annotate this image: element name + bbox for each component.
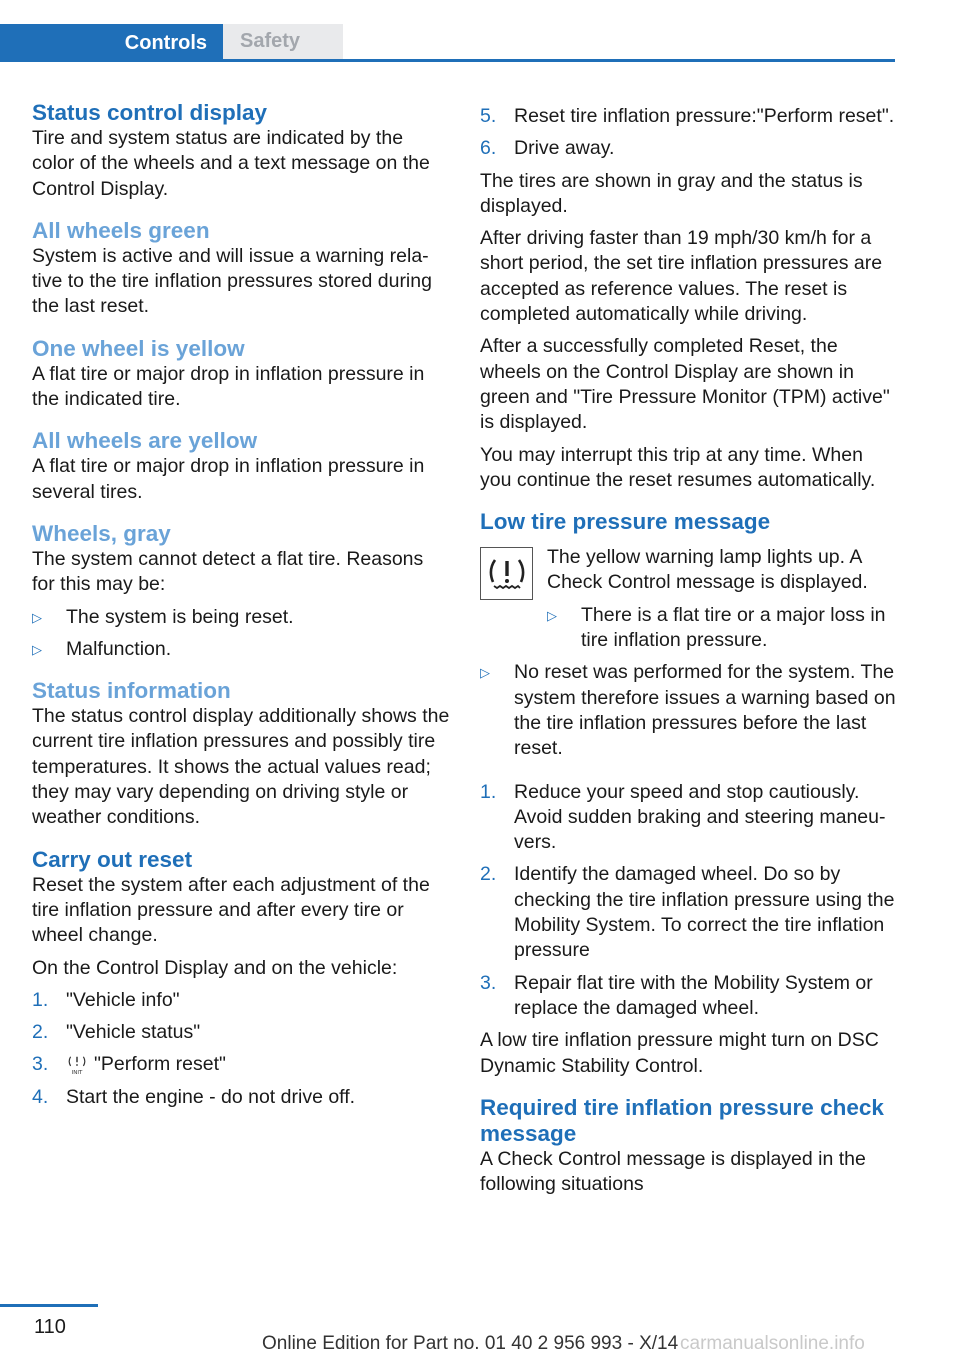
step-number: 2. [32, 1021, 49, 1044]
paragraph: The system cannot detect a flat tire. Reasons for this may be: [32, 547, 424, 596]
footer-rule [0, 1304, 98, 1307]
heading-status-control-display: Status control display [32, 100, 268, 125]
list-item [32, 637, 450, 662]
step-number: 1. [480, 780, 497, 803]
heading-all-wheels-green: All wheels green [32, 217, 210, 243]
right-column [480, 100, 898, 1197]
step-item [32, 1020, 450, 1045]
step-number: 4. [32, 1085, 49, 1108]
paragraph: A flat tire or major drop in inflation pressure in the indicated tire. [32, 362, 425, 411]
triangle-right-icon: ▷ [547, 607, 557, 623]
list-item-text: There is a flat tire or a major loss in tire inflation pressure. [581, 603, 886, 652]
step-number: 1. [32, 988, 49, 1011]
tire-init-icon [66, 1054, 88, 1076]
heading-wheels-gray: Wheels, gray [32, 520, 171, 546]
triangle-right-icon: ▷ [32, 641, 42, 657]
paragraph: A low tire inflation pressure might turn on DSC Dynamic Stability Control. [480, 1029, 879, 1077]
list-item [547, 603, 898, 654]
step-number: 5. [480, 105, 497, 127]
step-item [32, 988, 450, 1013]
paragraph: You may interrupt this trip at any time. When you continue the reset resumes automatically. [480, 443, 876, 491]
step-text: Repair flat tire with the Mobility System or replace the damaged wheel. [514, 971, 873, 1019]
triangle-right-icon: ▷ [480, 665, 490, 681]
header-rule [0, 59, 895, 62]
heading-carry-out-reset: Carry out reset [32, 846, 193, 872]
paragraph: The tires are shown in gray and the status is displayed. [480, 169, 863, 217]
step-text: Reduce your speed and stop cautiously. Avoid sudden braking and steering maneuvers. [514, 780, 886, 854]
step-item [32, 1052, 450, 1077]
paragraph: After driving faster than 19 mph/30 km/h for a short period, the set tire inflation pressures are accepted as reference values. The reset is completed automatically while driving. [480, 227, 883, 326]
step-number: 3. [32, 1053, 49, 1076]
paragraph: The status control display additionally shows the current tire inflation pressures and possibly tire temperatures. It shows the actual values read; they may vary depending on driving style or weather conditions. [32, 705, 450, 829]
step-text: "Perform reset" [94, 1053, 226, 1076]
list-item [480, 660, 898, 761]
step-number: 6. [480, 137, 497, 160]
step-text: Start the engine - do not drive off. [66, 1085, 356, 1108]
list-item-text: No reset was performed for the system. The system therefore issues a warning based on the tire inflation pressures before the last reset. [514, 661, 896, 760]
list-item [32, 605, 450, 630]
heading-all-wheels-yellow: All wheels are yellow [32, 428, 258, 454]
paragraph: A flat tire or major drop in inflation pressure in several tires. [32, 455, 425, 503]
step-text: Drive away. [514, 137, 615, 160]
page-number: 110 [34, 1316, 66, 1338]
step-item [480, 971, 898, 1022]
heading-status-information: Status information [32, 678, 231, 704]
edition-text: Online Edition for Part no. 01 40 2 956 993 - X/14 [262, 1333, 679, 1354]
paragraph: A Check Control message is displayed in the following situations [480, 1147, 866, 1196]
step-text: Reset tire inflation pressure:"Perform reset". [514, 105, 895, 127]
tab-controls[interactable]: Controls [0, 24, 223, 62]
step-text: "Vehicle info" [66, 988, 180, 1011]
watermark: carmanualsonline.info [680, 1333, 865, 1354]
step-item [480, 104, 898, 129]
tire-pressure-warning-icon [480, 547, 533, 600]
paragraph: On the Control Display and on the vehicle: [32, 956, 398, 979]
header-bar [0, 24, 895, 62]
tab-safety[interactable]: Safety [223, 24, 343, 59]
step-item [480, 862, 898, 963]
heading-one-wheel-yellow: One wheel is yellow [32, 335, 245, 361]
paragraph: Tire and system status are indicated by the color of the wheels and a text message on the Control Display. [32, 127, 430, 200]
left-column [32, 100, 450, 1110]
step-item [480, 780, 898, 856]
warning-block [480, 545, 898, 653]
step-item [480, 136, 898, 161]
heading-low-tire-pressure-message: Low tire pressure message [480, 509, 771, 535]
paragraph: Reset the system after each adjustment of the tire inflation pressure and after every tire or wheel change. [32, 873, 430, 947]
warning-text: The yellow warning lamp lights up. A Check Control message is displayed. [547, 546, 868, 594]
step-item [32, 1085, 450, 1110]
list-item-text: The system is being reset. [66, 605, 294, 628]
paragraph: System is active and will issue a warning relative to the tire inflation pressures stored during the last reset. [32, 244, 432, 318]
step-number: 2. [480, 863, 497, 886]
step-text: Identify the damaged wheel. Do so by checking the tire inflation pressure using the Mobility System. To correct the tire inflation pressure [514, 863, 895, 962]
list-item-text: Malfunction. [66, 637, 172, 660]
init-icon-text: INIT [71, 1070, 83, 1077]
step-text: "Vehicle status" [66, 1021, 201, 1044]
paragraph: After a successfully completed Reset, the wheels on the Control Display are shown in green and "Tire Pressure Monitor (TPM) active" is displayed. [480, 335, 890, 434]
triangle-right-icon: ▷ [32, 609, 42, 625]
step-number: 3. [480, 971, 497, 994]
heading-required-pressure-check: Required tire inflation pressure check message [480, 1094, 884, 1146]
